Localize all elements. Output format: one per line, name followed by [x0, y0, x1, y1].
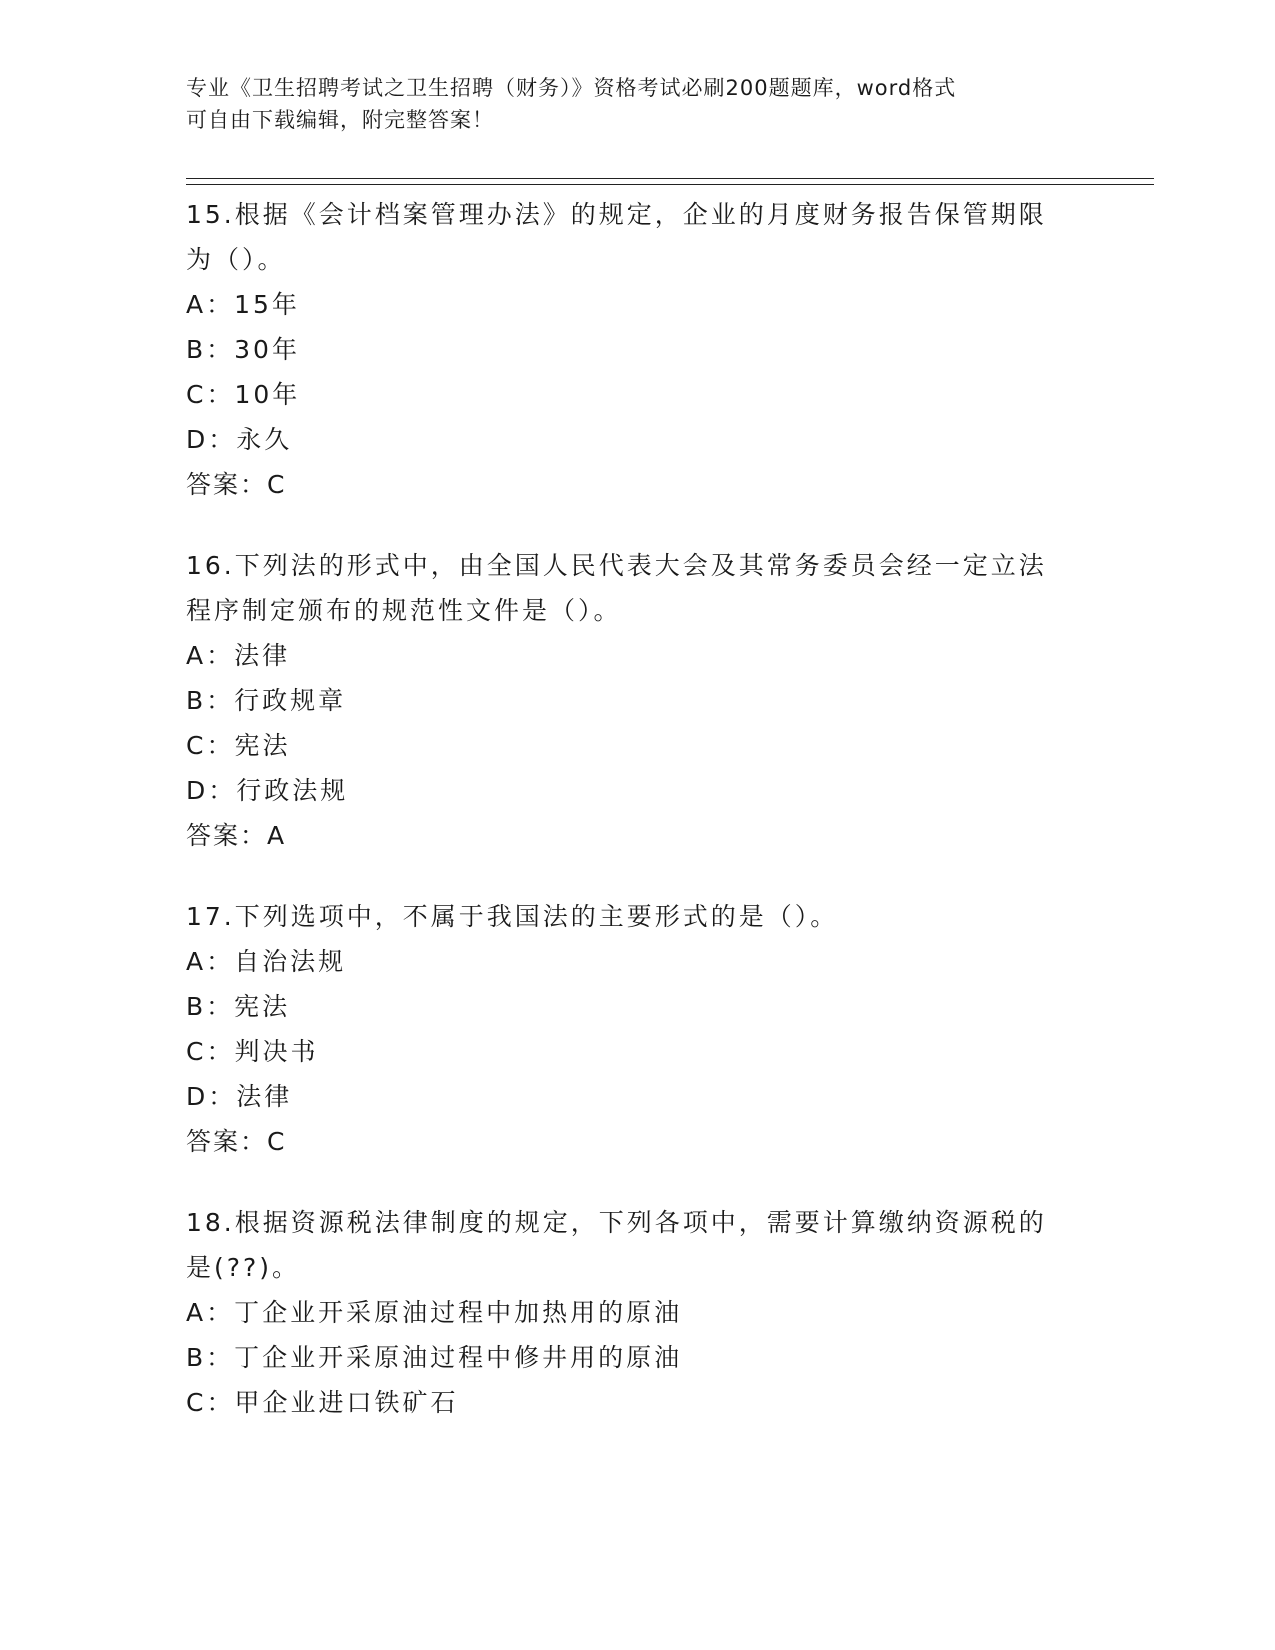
question-list: [186, 192, 1086, 1461]
question-stem: 是(??)。: [186, 1253, 301, 1282]
question-option: D：法律: [186, 1082, 293, 1111]
question-block: [186, 1200, 1086, 1425]
question-answer: 答案：A: [186, 821, 287, 850]
question-stem: 15.根据《会计档案管理办法》的规定，企业的月度财务报告保管期限: [186, 200, 1047, 229]
question-option: B：行政规章: [186, 686, 347, 715]
question-option: D：永久: [186, 425, 293, 454]
question-option: C：宪法: [186, 731, 291, 760]
question-option: A：自治法规: [186, 947, 347, 976]
question-stem: 为（）。: [186, 245, 286, 274]
question-option: B：丁企业开采原油过程中修井用的原油: [186, 1343, 683, 1372]
document-header: [186, 72, 1066, 136]
question-option: C：10年: [186, 380, 301, 409]
question-answer: 答案：C: [186, 470, 287, 499]
question-option: A：15年: [186, 290, 300, 319]
question-option: B：30年: [186, 335, 300, 364]
question-stem: 17.下列选项中，不属于我国法的主要形式的是（）。: [186, 902, 839, 931]
question-stem: 18.根据资源税法律制度的规定，下列各项中，需要计算缴纳资源税的: [186, 1208, 1047, 1237]
question-option: B：宪法: [186, 992, 291, 1021]
header-rule-bottom: [186, 184, 1154, 185]
question-option: A：法律: [186, 641, 291, 670]
question-block: [186, 192, 1086, 507]
question-block: [186, 894, 1086, 1164]
header-line-2: 可自由下载编辑，附完整答案！: [186, 108, 494, 132]
question-answer: 答案：C: [186, 1127, 287, 1156]
header-line-1: 专业《卫生招聘考试之卫生招聘（财务）》资格考试必刷200题题库，word格式: [186, 76, 957, 100]
header-rule-top: [186, 178, 1154, 179]
question-option: C：判决书: [186, 1037, 319, 1066]
question-stem: 程序制定颁布的规范性文件是（）。: [186, 596, 622, 625]
question-block: [186, 543, 1086, 858]
question-option: D：行政法规: [186, 776, 349, 805]
question-stem: 16.下列法的形式中，由全国人民代表大会及其常务委员会经一定立法: [186, 551, 1047, 580]
question-option: A：丁企业开采原油过程中加热用的原油: [186, 1298, 683, 1327]
question-option: C：甲企业进口铁矿石: [186, 1388, 459, 1417]
